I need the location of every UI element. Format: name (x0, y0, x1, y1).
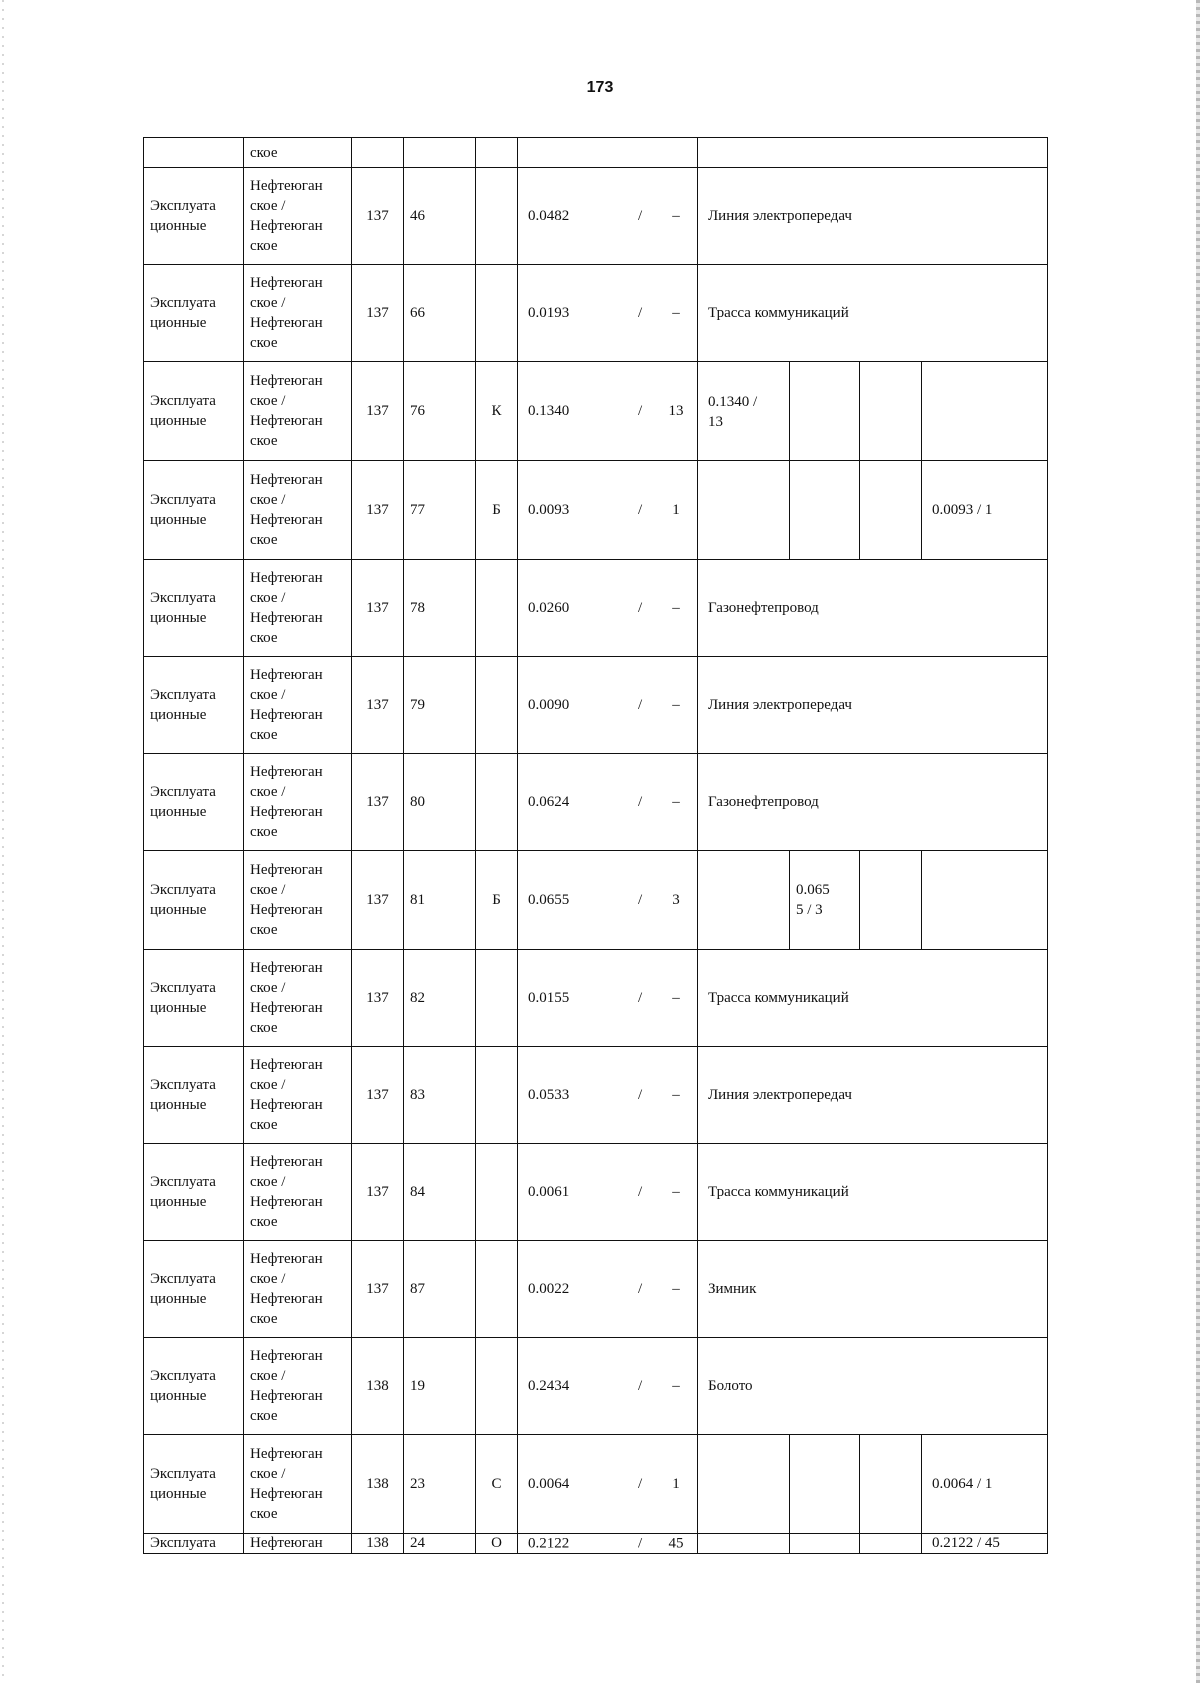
cell-plot: 23 (404, 1435, 476, 1534)
cell-description: Зимник (698, 1241, 1048, 1338)
slash: / (638, 794, 643, 810)
category-line: ционные (150, 218, 207, 234)
cell-area (518, 1144, 698, 1241)
cell-code (476, 754, 518, 851)
municipality-line: Нефтеюган (250, 1486, 323, 1502)
category-line: ционные (150, 1194, 207, 1210)
cell-area (518, 1241, 698, 1338)
sub-line: 0.1340 / (708, 394, 758, 410)
cell-area (518, 657, 698, 754)
cell-category (144, 1338, 244, 1435)
cell-plot: 83 (404, 1047, 476, 1144)
municipality-line: Нефтеюган (250, 178, 323, 194)
cell-code: С (476, 1435, 518, 1534)
cell-plot: 81 (404, 851, 476, 950)
cell-municipality (244, 461, 352, 560)
cell-code (476, 265, 518, 362)
cell-code (476, 168, 518, 265)
cell-area (518, 168, 698, 265)
table-row (144, 1435, 1048, 1534)
category-line: ционные (150, 610, 207, 626)
municipality-line: ское / (250, 687, 286, 703)
cell-area (518, 1338, 698, 1435)
area-value: 0.0093 (528, 502, 570, 518)
municipality-line: Нефтеюган (250, 707, 323, 723)
area-value: 0.1340 (528, 403, 570, 419)
cell-quarter: 137 (352, 657, 404, 754)
municipality-line: ское / (250, 784, 286, 800)
area-count: 3 (672, 892, 680, 908)
cell-code (476, 1338, 518, 1435)
cell-area (518, 560, 698, 657)
table-row (144, 560, 1048, 657)
cell-sub-3 (860, 1435, 922, 1534)
slash: / (638, 1535, 643, 1551)
cell-description: Линия электропередач (698, 168, 1048, 265)
cell-category (144, 950, 244, 1047)
municipality-line: Нефтеюган (250, 218, 323, 234)
cell-plot: 19 (404, 1338, 476, 1435)
cell-sub-2 (790, 1534, 860, 1554)
cell-category (144, 461, 244, 560)
category-line: ционные (150, 1000, 207, 1016)
cell-quarter: 138 (352, 1435, 404, 1534)
cell-municipality (244, 168, 352, 265)
municipality-line: Нефтеюган (250, 610, 323, 626)
table-row (144, 950, 1048, 1047)
municipality-line: Нефтеюган (250, 315, 323, 331)
municipality-line: ское (250, 335, 278, 351)
municipality-line: ское / (250, 980, 286, 996)
cell-code (476, 1047, 518, 1144)
municipality-line: ское (250, 532, 278, 548)
category-line: Эксплуата (150, 295, 216, 311)
slash: / (638, 1087, 643, 1103)
category-line: ционные (150, 512, 207, 528)
category-line: Эксплуата (150, 1271, 216, 1287)
cell-quarter: 137 (352, 461, 404, 560)
cell-description: Линия электропередач (698, 1047, 1048, 1144)
municipality-line: Нефтеюган (250, 1291, 323, 1307)
municipality-line: Нефтеюган (250, 472, 323, 488)
area-count: – (672, 600, 680, 616)
cell-plot: 77 (404, 461, 476, 560)
municipality-line: Нефтеюган (250, 1097, 323, 1113)
cell-sub-2 (790, 461, 860, 560)
table-row (144, 168, 1048, 265)
slash: / (638, 403, 643, 419)
municipality-line: ское (250, 1408, 278, 1424)
municipality-line: ское / (250, 590, 286, 606)
area-value: 0.0155 (528, 990, 570, 1006)
category-line: ционные (150, 902, 207, 918)
cell-municipality (244, 560, 352, 657)
cell-sub-3 (860, 1534, 922, 1554)
municipality-line: ское (250, 1506, 278, 1522)
area-value: 0.2434 (528, 1378, 570, 1394)
municipality-line: ское (250, 1020, 278, 1036)
cell-area (518, 362, 698, 461)
cell-description: Болото (698, 1338, 1048, 1435)
cell-sub-3 (860, 362, 922, 461)
cell-category (144, 138, 244, 168)
area-value: 0.0655 (528, 892, 570, 908)
municipality-line: ское (250, 630, 278, 646)
table-row (144, 1241, 1048, 1338)
slash: / (638, 1281, 643, 1297)
cell-area (518, 1534, 698, 1554)
slash: / (638, 892, 643, 908)
area-count: 13 (668, 403, 684, 419)
cell-code (476, 657, 518, 754)
municipality-line: ское / (250, 1368, 286, 1384)
category-line: Эксплуата (150, 590, 216, 606)
municipality-line: ское (250, 1311, 278, 1327)
cell-plot: 84 (404, 1144, 476, 1241)
municipality-line: Нефтеюган (250, 1348, 323, 1364)
cell-plot: 24 (404, 1534, 476, 1554)
cell-sub-4 (922, 362, 1048, 461)
area-value: 0.0193 (528, 305, 570, 321)
slash: / (638, 305, 643, 321)
table-row (144, 1144, 1048, 1241)
slash: / (638, 1476, 643, 1492)
cell-category (144, 560, 244, 657)
category-line: Эксплуата (150, 1466, 216, 1482)
municipality-line: Нефтеюган (250, 1154, 323, 1170)
table-row (144, 362, 1048, 461)
table-row (144, 265, 1048, 362)
cell-area (518, 1047, 698, 1144)
cell-plot: 80 (404, 754, 476, 851)
category-line: Эксплуата (150, 882, 216, 898)
cell-category (144, 754, 244, 851)
cell-description: Трасса коммуникаций (698, 1144, 1048, 1241)
cell-sub-3 (860, 461, 922, 560)
category-line: Эксплуата (150, 1174, 216, 1190)
cell-description: Линия электропередач (698, 657, 1048, 754)
area-value: 0.0064 (528, 1476, 570, 1492)
cell-area (518, 851, 698, 950)
cell-sub-4 (922, 851, 1048, 950)
cell-plot: 78 (404, 560, 476, 657)
municipality-line: Нефтеюган (250, 1251, 323, 1267)
municipality-line: ское (250, 1214, 278, 1230)
cell-code: Б (476, 461, 518, 560)
cell-quarter: 137 (352, 1144, 404, 1241)
cell-quarter: 137 (352, 265, 404, 362)
cell-category (144, 1241, 244, 1338)
municipality-line: Нефтеюган (250, 804, 323, 820)
cell-quarter: 137 (352, 168, 404, 265)
area-count: – (672, 1378, 680, 1394)
area-count: – (672, 208, 680, 224)
category-line: Эксплуата (150, 687, 216, 703)
slash: / (638, 208, 643, 224)
cell-category (144, 657, 244, 754)
area-count: – (672, 697, 680, 713)
category-line: Эксплуата (150, 393, 216, 409)
area-count: – (672, 1184, 680, 1200)
category-line: ционные (150, 1388, 207, 1404)
slash: / (638, 697, 643, 713)
cell-municipality (244, 851, 352, 950)
municipality-line: ское / (250, 1466, 286, 1482)
municipality-line: ское (250, 238, 278, 254)
cell-municipality (244, 1047, 352, 1144)
cell-code (476, 1241, 518, 1338)
cell-sub-1 (698, 1534, 790, 1554)
cell-area (518, 461, 698, 560)
cell-sub-4: 0.0093 / 1 (922, 461, 1048, 560)
cell-municipality (244, 754, 352, 851)
municipality-line: ское (250, 433, 278, 449)
scan-edge-right (1196, 0, 1200, 1683)
municipality-line: ское / (250, 1077, 286, 1093)
cell-municipality (244, 362, 352, 461)
cell-code (476, 950, 518, 1047)
cell-description: Трасса коммуникаций (698, 265, 1048, 362)
municipality-line: Нефтеюган (250, 512, 323, 528)
category-line: ционные (150, 413, 207, 429)
cell-category: Эксплуата (144, 1534, 244, 1554)
cell-sub-2 (790, 1435, 860, 1534)
slash: / (638, 1184, 643, 1200)
municipality-line: Нефтеюган (250, 570, 323, 586)
sub-line: 0.065 (796, 882, 830, 898)
area-count: – (672, 794, 680, 810)
cell-municipality (244, 1435, 352, 1534)
municipality-line: Нефтеюган (250, 1446, 323, 1462)
cell-sub-2 (790, 851, 860, 950)
slash: / (638, 600, 643, 616)
area-value: 0.0482 (528, 208, 570, 224)
cell-quarter: 137 (352, 560, 404, 657)
cell-category (144, 265, 244, 362)
cell-municipality (244, 950, 352, 1047)
municipality-line: ское (250, 1117, 278, 1133)
cell-category (144, 1047, 244, 1144)
area-count: 1 (672, 1476, 680, 1492)
cell-quarter: 138 (352, 1338, 404, 1435)
cell-code: К (476, 362, 518, 461)
municipality-line: ское (250, 727, 278, 743)
cell-code: О (476, 1534, 518, 1554)
municipality-line: Нефтеюган (250, 960, 323, 976)
table-row-continued (144, 138, 1048, 168)
cell-category (144, 1435, 244, 1534)
cell-quarter: 137 (352, 950, 404, 1047)
table-row (144, 657, 1048, 754)
cell-code: Б (476, 851, 518, 950)
area-count: – (672, 1087, 680, 1103)
municipality-line: ское / (250, 882, 286, 898)
cell-code (476, 138, 518, 168)
category-line: Эксплуата (150, 1077, 216, 1093)
municipality-line: Нефтеюган (250, 862, 323, 878)
cell-municipality (244, 1144, 352, 1241)
category-line: ционные (150, 804, 207, 820)
cell-municipality (244, 1338, 352, 1435)
slash: / (638, 1378, 643, 1394)
page-number: 173 (586, 79, 614, 96)
cell-area (518, 265, 698, 362)
cell-quarter: 137 (352, 754, 404, 851)
municipality-line: Нефтеюган (250, 1194, 323, 1210)
cell-municipality: Нефтеюган (244, 1534, 352, 1554)
cell-plot: 82 (404, 950, 476, 1047)
table-row (144, 461, 1048, 560)
area-count: 45 (668, 1535, 684, 1551)
category-line: ционные (150, 1291, 207, 1307)
area-value: 0.0090 (528, 697, 570, 713)
slash: / (638, 990, 643, 1006)
cell-category (144, 851, 244, 950)
cell-plot: 66 (404, 265, 476, 362)
table-row (144, 1047, 1048, 1144)
area-value: 0.2122 (528, 1535, 570, 1551)
cell-area (518, 138, 698, 168)
cell-category (144, 168, 244, 265)
category-line: Эксплуата (150, 198, 216, 214)
category-line: Эксплуата (150, 784, 216, 800)
cell-plot: 87 (404, 1241, 476, 1338)
municipality-line: Нефтеюган (250, 1000, 323, 1016)
municipality-line: Нефтеюган (250, 1388, 323, 1404)
cell-quarter: 138 (352, 1534, 404, 1554)
municipality-line: Нефтеюган (250, 902, 323, 918)
scan-edge-left (2, 0, 4, 1683)
category-line: Эксплуата (150, 980, 216, 996)
cell-description: Газонефтепровод (698, 754, 1048, 851)
municipality-line: ское / (250, 492, 286, 508)
cell-description: Газонефтепровод (698, 560, 1048, 657)
cell-category (144, 1144, 244, 1241)
sub-line: 13 (708, 414, 723, 430)
cell-municipality (244, 657, 352, 754)
cell-sub-1 (698, 1435, 790, 1534)
cell-area (518, 1435, 698, 1534)
table-row-last (144, 1534, 1048, 1554)
municipality-line: ское / (250, 198, 286, 214)
table-row (144, 851, 1048, 950)
cell-code (476, 560, 518, 657)
cell-plot: 46 (404, 168, 476, 265)
cell-plot (404, 138, 476, 168)
cell-category (144, 362, 244, 461)
cell-quarter: 137 (352, 1047, 404, 1144)
municipality-line: ское / (250, 1174, 286, 1190)
municipality-line: Нефтеюган (250, 373, 323, 389)
cell-quarter: 137 (352, 362, 404, 461)
slash: / (638, 502, 643, 518)
table-row (144, 1338, 1048, 1435)
area-count: – (672, 305, 680, 321)
cell-quarter (352, 138, 404, 168)
municipality-line: Нефтеюган (250, 667, 323, 683)
municipality-line: ское / (250, 1271, 286, 1287)
cell-sub-4: 0.2122 / 45 (922, 1534, 1048, 1554)
cell-sub-4: 0.0064 / 1 (922, 1435, 1048, 1534)
category-line: ционные (150, 1097, 207, 1113)
municipality-line: Нефтеюган (250, 413, 323, 429)
cell-plot: 76 (404, 362, 476, 461)
category-line: ционные (150, 1486, 207, 1502)
municipality-line: ское (250, 922, 278, 938)
cell-area (518, 950, 698, 1047)
area-value: 0.0533 (528, 1087, 570, 1103)
municipality-line: Нефтеюган (250, 275, 323, 291)
cell-description: Трасса коммуникаций (698, 950, 1048, 1047)
cell-municipality (244, 265, 352, 362)
area-count: – (672, 990, 680, 1006)
area-count: – (672, 1281, 680, 1297)
municipality-line: ское / (250, 295, 286, 311)
cell-plot: 79 (404, 657, 476, 754)
municipality-line: Нефтеюган (250, 764, 323, 780)
cell-quarter: 137 (352, 851, 404, 950)
area-value: 0.0260 (528, 600, 570, 616)
area-value: 0.0061 (528, 1184, 570, 1200)
cell-sub-1 (698, 461, 790, 560)
cell-sub-2 (790, 362, 860, 461)
cell-description (698, 138, 1048, 168)
cell-area (518, 754, 698, 851)
area-value: 0.0624 (528, 794, 570, 810)
category-line: Эксплуата (150, 1368, 216, 1384)
land-plots-table (143, 137, 1048, 1554)
cell-sub-1 (698, 851, 790, 950)
cell-sub-1 (698, 362, 790, 461)
table-row (144, 754, 1048, 851)
cell-quarter: 137 (352, 1241, 404, 1338)
category-line: Эксплуата (150, 492, 216, 508)
municipality-line: ское (250, 824, 278, 840)
municipality-line: ское / (250, 393, 286, 409)
area-count: 1 (672, 502, 680, 518)
category-line: ционные (150, 707, 207, 723)
cell-municipality: ское (244, 138, 352, 168)
sub-line: 5 / 3 (796, 902, 823, 918)
cell-code (476, 1144, 518, 1241)
category-line: ционные (150, 315, 207, 331)
cell-municipality (244, 1241, 352, 1338)
cell-sub-3 (860, 851, 922, 950)
area-value: 0.0022 (528, 1281, 570, 1297)
municipality-line: Нефтеюган (250, 1057, 323, 1073)
